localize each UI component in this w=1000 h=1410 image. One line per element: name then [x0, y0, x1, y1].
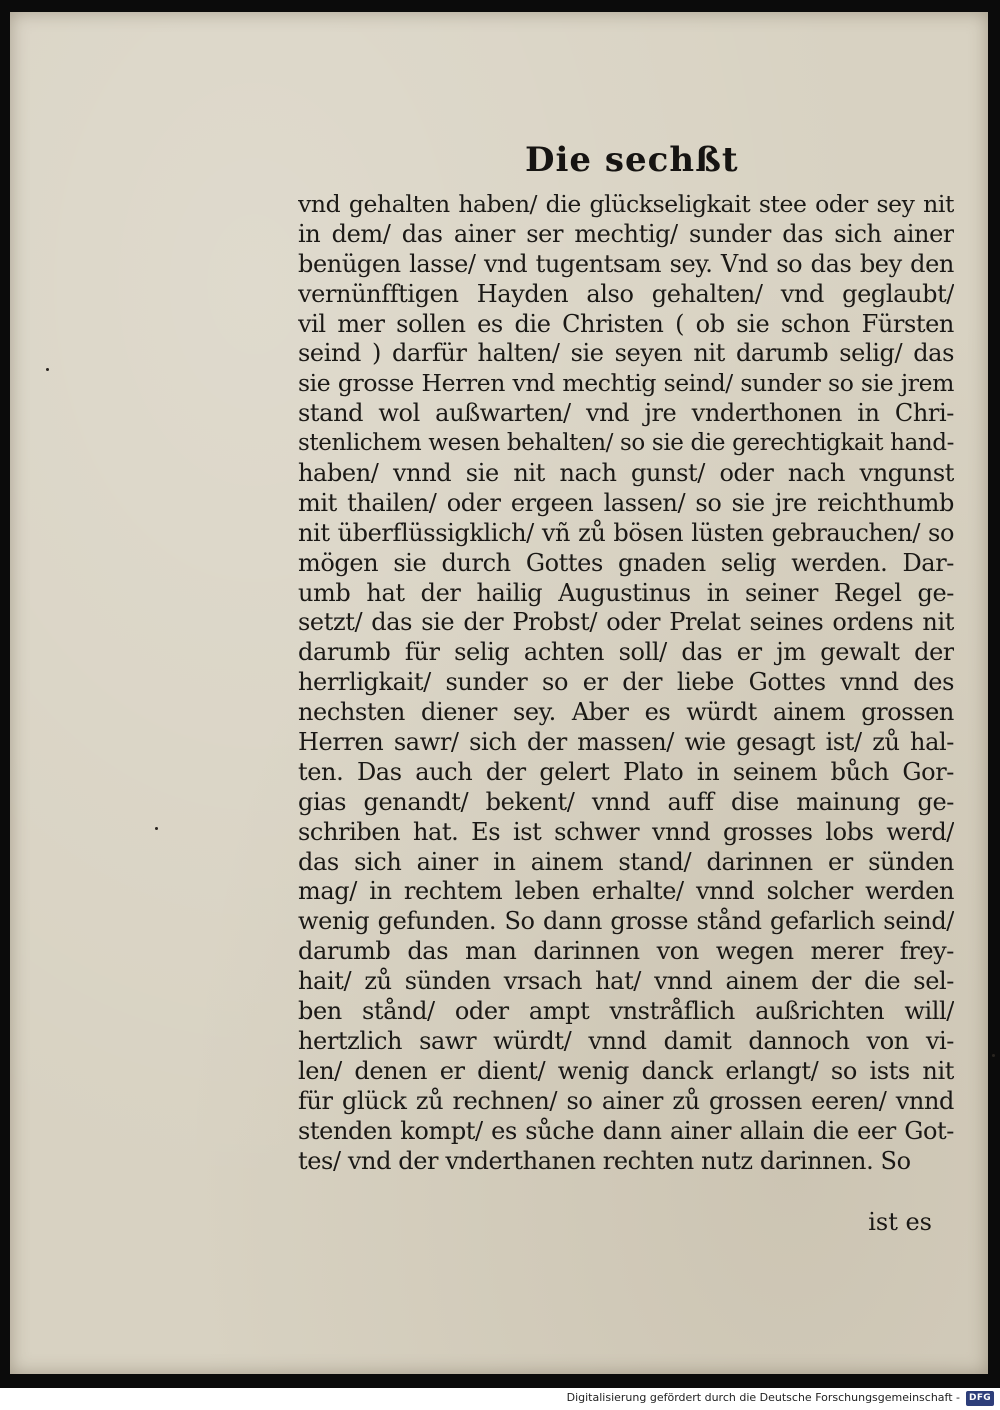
running-head: Die sechßt — [525, 140, 739, 180]
dfg-logo: DFG — [966, 1391, 994, 1406]
ink-speck — [992, 1054, 995, 1057]
text-line: sie grosse Herren vnd mechtig seind/ sunder so sie jrem — [298, 369, 954, 398]
text-line: Herren sawr/ sich der massen/ wie gesagt ist/ zů hal- — [298, 728, 954, 757]
text-line: nit überflüssigklich/ vñ zů bösen lüsten gebrauchen/ so — [298, 518, 954, 547]
text-line: setzt/ das sie der Probst/ oder Prelat seines ordens nit — [298, 608, 954, 637]
text-line: ben stånd/ oder ampt vnstråflich außrichten will/ — [298, 997, 954, 1026]
text-line: darumb für selig achten soll/ das er jm gewalt der — [298, 638, 954, 667]
text-line: schriben hat. Es ist schwer vnnd grosses lobs werd/ — [298, 817, 954, 846]
text-line: stenlichem wesen behalten/ so sie die gerechtigkait hand- — [298, 430, 954, 457]
text-line: das sich ainer in ainem stand/ darinnen er sünden — [298, 847, 954, 876]
text-line: ten. Das auch der gelert Plato in seinem bůch Gor- — [298, 757, 954, 786]
ink-speck — [46, 368, 49, 371]
text-line: umb hat der hailig Augustinus in seiner Regel ge- — [298, 578, 954, 607]
text-line: mit thailen/ oder ergeen lassen/ so sie jre reichthumb — [298, 488, 954, 517]
scanned-page — [10, 12, 988, 1374]
text-line: vnd gehalten haben/ die glückseligkait stee oder sey nit — [298, 190, 954, 218]
text-line: hait/ zů sünden vrsach hat/ vnnd ainem der die sel- — [298, 967, 954, 996]
text-line: vil mer sollen es die Christen ( ob sie schon Fürsten — [298, 309, 954, 338]
text-line: gias genandt/ bekent/ vnnd auff dise mainung ge- — [298, 787, 954, 816]
text-line: nechsten diener sey. Aber es würdt ainem grossen — [298, 698, 954, 727]
text-line: darumb das man darinnen von wegen merer frey- — [298, 937, 954, 966]
text-line: haben/ vnnd sie nit nach gunst/ oder nach vngunst — [298, 459, 954, 488]
text-line: vernünfftigen Hayden also gehalten/ vnd geglaubt/ — [298, 279, 954, 308]
text-line: len/ denen er dient/ wenig danck erlangt/ so ists nit — [298, 1056, 954, 1085]
text-line: mögen sie durch Gottes gnaden selig werden. Dar- — [298, 548, 954, 577]
text-line: in dem/ das ainer ser mechtig/ sunder das sich ainer — [298, 219, 954, 248]
text-line: herrligkait/ sunder so er der liebe Gottes vnnd des — [298, 668, 954, 697]
text-line: wenig gefunden. So dann grosse stånd gefarlich seind/ — [298, 907, 954, 936]
text-line: stand wol außwarten/ vnd jre vnderthonen in Chri- — [298, 399, 954, 428]
text-line: benügen lasse/ vnd tugentsam sey. Vnd so das bey den — [298, 249, 954, 278]
text-line: mag/ in rechtem leben erhalte/ vnnd solcher werden — [298, 877, 954, 906]
text-line: für glück zů rechnen/ so ainer zů grossen eeren/ vnnd — [298, 1086, 954, 1115]
footer-credit: Digitalisierung gefördert durch die Deutsche Forschungsgemeinschaft - — [566, 1391, 960, 1404]
footer-bar — [0, 1388, 1000, 1410]
text-line: stenden kompt/ es sůche dann ainer allain die eer Got- — [298, 1116, 954, 1145]
text-block — [298, 190, 954, 1176]
ink-speck — [155, 827, 158, 830]
text-line: tes/ vnd der vnderthanen rechten nutz darinnen. So — [298, 1146, 911, 1175]
text-line: hertzlich sawr würdt/ vnnd damit dannoch von vi- — [298, 1026, 954, 1055]
catchword: ist es — [868, 1208, 932, 1236]
text-line: seind ) darfür halten/ sie seyen nit darumb selig/ das — [298, 339, 954, 368]
